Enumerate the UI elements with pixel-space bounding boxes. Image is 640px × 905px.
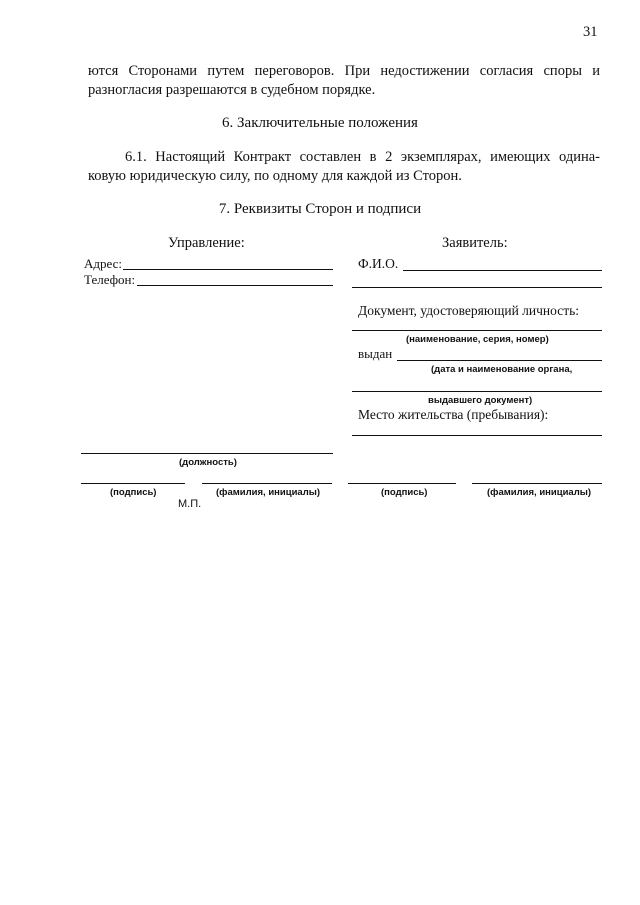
residence-label: Место жительства (пребывания): [358,407,549,422]
left-name-line [202,483,332,484]
section-7-heading: 7. Реквизиты Сторон и подписи [218,201,422,217]
right-name-caption: (фамилия, инициалы) [487,487,592,498]
fio-line [403,270,602,271]
page-number: 31 [583,24,598,40]
right-party-title: Заявитель: [442,235,508,251]
right-signature-caption: (подпись) [381,487,428,498]
left-signature-line [81,483,185,484]
left-party-title: Управление: [168,235,245,251]
intro-line-2: разногласия разрешаются в судебном порядке. [88,82,376,98]
right-signature-line [348,483,456,484]
phone-label: Телефон: [84,272,136,287]
left-signature-caption: (подпись) [110,487,157,498]
position-line [81,453,333,454]
issued-line-2 [352,391,602,392]
intro-line-1: ются Сторонами путем переговоров. При недостижении согласия споры и [88,63,600,79]
stamp-label: М.П. [178,498,202,510]
position-caption: (должность) [179,457,237,468]
issued-line [397,360,602,361]
section-6-para-line-1: 6.1. Настоящий Контракт составлен в 2 экземплярах, имеющих одина- [125,149,600,165]
address-label: Адрес: [84,256,122,271]
issued-caption-1: (дата и наименование органа, [431,364,573,375]
document-caption: (наименование, серия, номер) [406,334,549,345]
issued-label: выдан [358,346,393,361]
document-line [352,330,602,331]
phone-line [137,285,333,286]
left-name-caption: (фамилия, инициалы) [216,487,321,498]
residence-line [352,435,602,436]
address-line [123,269,333,270]
issued-caption-2: выдавшего документ) [428,395,533,406]
fio-label: Ф.И.О. [358,256,399,271]
fio-line-2 [352,287,602,288]
section-6-para-line-2: ковую юридическую силу, по одному для каждой из Сторон. [88,168,462,184]
section-6-heading: 6. Заключительные положения [222,115,418,131]
document-label: Документ, удостоверяющий личность: [358,303,580,318]
right-name-line [472,483,602,484]
